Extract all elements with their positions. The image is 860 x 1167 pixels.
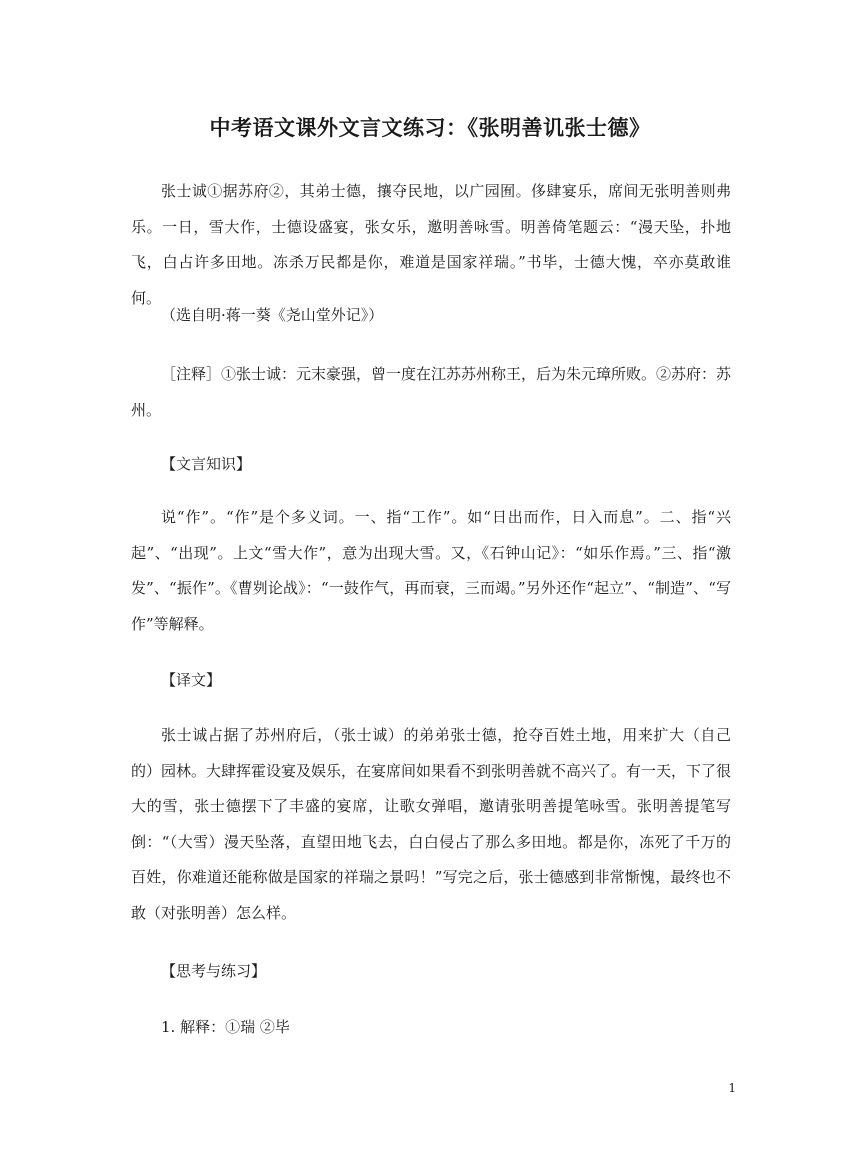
notes-paragraph: ［注释］①张士诚：元末豪强，曾一度在江苏苏州称王，后为朱元璋所败。②苏府：苏州。 (131, 365, 732, 419)
translation-heading: 【译文】 (161, 671, 222, 689)
source-citation: （选自明·蒋一葵《尧山堂外记》） (161, 306, 384, 324)
translation-paragraph: 张士诚占据了苏州府后，（张士诚）的弟弟张士德，抢夺百姓土地，用来扩大（自己的）园林。大肆挥霍设宴及娱乐，在宴席间如果看不到张明善就不高兴了。有一天，下了很大的雪，张士德摆下了丰盛的宴席，让歌女弹唱，邀请张明善提笔咏雪。张明善提笔写倒：“（大雪）漫天坠落，直望田地飞去，白白侵占了那么多田地。都是你，冻死了千万的百姓，你难道还能称做是国家的祥瑞之景吗！”写完之后，张士德感到非常惭愧，最终也不敢（对张明善）怎么样。 (131, 726, 732, 922)
knowledge-heading: 【文言知识】 (161, 455, 252, 473)
question-1: 1. 解释：①瑞 ②毕 (161, 1018, 290, 1036)
exercise-heading: 【思考与练习】 (161, 962, 267, 980)
knowledge-paragraph: 说“作”。“作”是个多义词。一、指“工作”。如“日出而作，日入而息”。二、指“兴起”、“出现”。上文“雪大作”，意为出现大雪。又，《石钟山记》：“如乐作焉。”三、指“激发”、“振作”。《曹刿论战》：“一鼓作气，再而衰，三而竭。”另外还作“起立”、“制造”、“写作”等解释。 (131, 508, 731, 633)
original-text-paragraph: 张士诚①据苏府②，其弟士德，攘夺民地，以广园囿。侈肆宴乐，席间无张明善则弗乐。一日，雪大作，士德设盛宴，张女乐，邀明善咏雪。明善倚笔题云：“漫天坠，扑地飞，白占许多田地。冻杀万民都是你，难道是国家祥瑞。”书毕，士德大愧，卒亦莫敢谁何。 (131, 182, 731, 307)
page-number: 1 (728, 1081, 736, 1095)
document-title: 中考语文课外文言文练习：《张明善讥张士德》 (209, 116, 651, 140)
